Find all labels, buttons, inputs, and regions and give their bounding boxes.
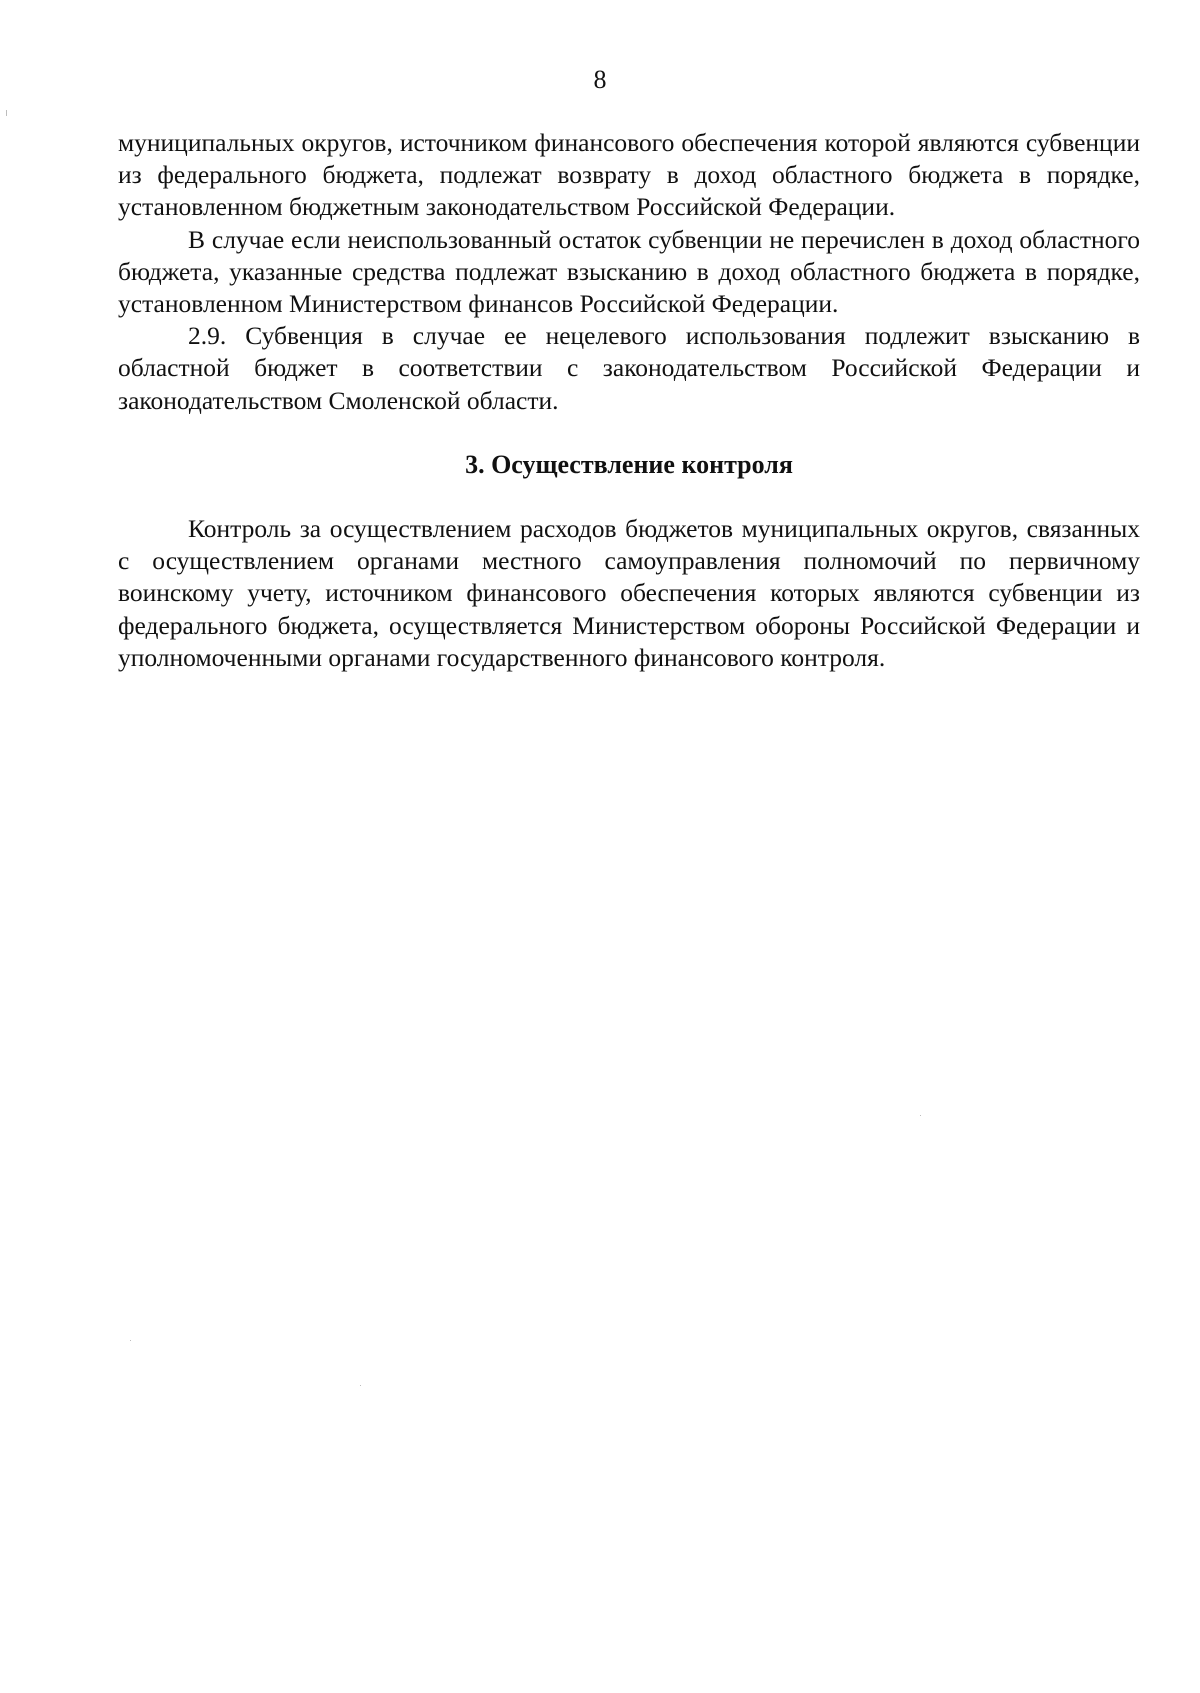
- paragraph-2-9: 2.9. Субвенция в случае ее нецелевого использования подлежит взысканию в областной бюджет в соответствии с законодательством Российской Федерации и законодательством Смоленской области.: [118, 321, 1140, 415]
- paragraph-continuation: муниципальных округов, источником финансового обеспечения которой являются субвенции из федерального бюджета, подлежат возврату в доход областного бюджета в порядке, установленном бюджетным законодательством Российской Федерации.: [118, 128, 1140, 222]
- paragraph-unused-balance: В случае если неиспользованный остаток субвенции не перечислен в доход областного бюджета, указанные средства подлежат взысканию в доход областного бюджета в порядке, установленном Министерством финансов Российской Федерации.: [118, 224, 1140, 319]
- page-number: 8: [593, 65, 607, 94]
- document-body: [118, 127, 1140, 674]
- scan-speck: [130, 1340, 131, 1341]
- scan-speck: [360, 1385, 361, 1386]
- paragraph-control: Контроль за осуществлением расходов бюджетов муниципальных округов, связанных с осуществлением органами местного самоуправления полномочий по первичному воинскому учету, источником финансового обеспечения которых являются субвенции из федерального бюджета, осуществляется Министерством обороны Российской Федерации и уполномоченными органами государственного финансового контроля.: [118, 514, 1140, 672]
- scan-speck: [6, 110, 7, 116]
- scan-speck: [920, 1115, 921, 1116]
- section-heading: 3. Осуществление контроля: [465, 449, 793, 479]
